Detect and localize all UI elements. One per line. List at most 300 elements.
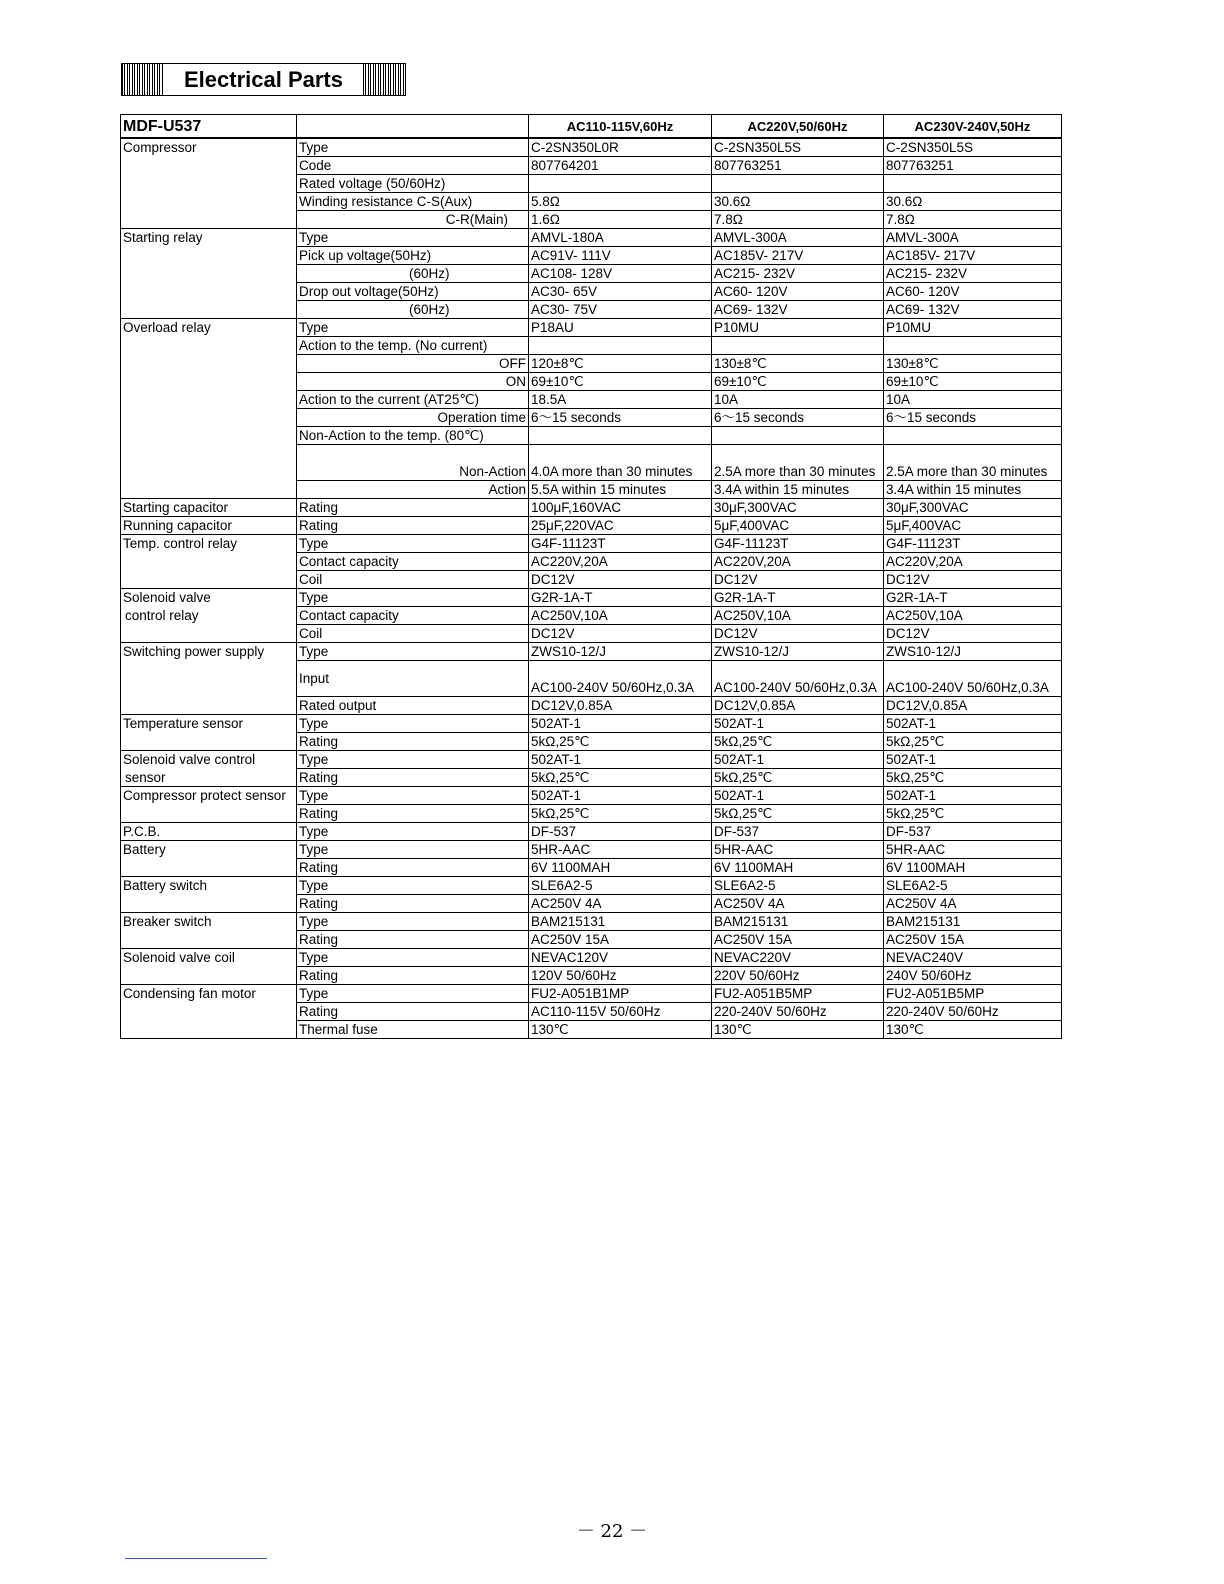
spec-cell: Operation time xyxy=(297,409,529,427)
component-cell: Breaker switch xyxy=(121,913,297,931)
table-row xyxy=(121,517,1062,535)
value-cell: ZWS10-12/J xyxy=(712,643,884,661)
component-cell xyxy=(121,445,297,481)
value-cell: G4F-11123T xyxy=(712,535,884,553)
spec-cell: Non-Action to the temp. (80℃) xyxy=(297,427,529,445)
spec-cell: Rating xyxy=(297,967,529,985)
value-cell: NEVAC120V xyxy=(529,949,712,967)
component-cell xyxy=(121,175,297,193)
value-cell: AC215- 232V xyxy=(884,265,1062,283)
value-cell: 5kΩ,25℃ xyxy=(712,769,884,787)
spec-cell: Type xyxy=(297,913,529,931)
value-cell: AC250V 4A xyxy=(712,895,884,913)
table-row xyxy=(121,535,1062,553)
value-cell: 6V 1100MAH xyxy=(884,859,1062,877)
value-cell: AC100-240V 50/60Hz,0.3A xyxy=(712,661,884,697)
table-row xyxy=(121,715,1062,733)
component-cell: Temperature sensor xyxy=(121,715,297,733)
table-row xyxy=(121,661,1062,697)
value-cell: AC69- 132V xyxy=(712,301,884,319)
value-cell: AC250V 15A xyxy=(884,931,1062,949)
value-cell: 240V 50/60Hz xyxy=(884,967,1062,985)
value-cell: 5μF,400VAC xyxy=(712,517,884,535)
spec-cell: Rating xyxy=(297,931,529,949)
value-cell: AC60- 120V xyxy=(712,283,884,301)
table-row xyxy=(121,337,1062,355)
value-cell: AC250V 4A xyxy=(884,895,1062,913)
table-row xyxy=(121,877,1062,895)
component-cell: Temp. control relay xyxy=(121,535,297,553)
table-row xyxy=(121,625,1062,643)
value-cell: 807764201 xyxy=(529,157,712,175)
component-cell xyxy=(121,859,297,877)
value-cell: 502AT-1 xyxy=(884,715,1062,733)
table-row xyxy=(121,607,1062,625)
value-cell: SLE6A2-5 xyxy=(884,877,1062,895)
spec-cell: (60Hz) xyxy=(297,265,529,283)
table-row xyxy=(121,499,1062,517)
component-cell: Battery switch xyxy=(121,877,297,895)
value-cell: DF-537 xyxy=(529,823,712,841)
value-cell: 69±10℃ xyxy=(712,373,884,391)
table-row xyxy=(121,247,1062,265)
table-header-row xyxy=(121,115,1062,139)
value-cell: 120±8℃ xyxy=(529,355,712,373)
value-cell: AMVL-300A xyxy=(712,229,884,247)
value-cell: 5kΩ,25℃ xyxy=(884,805,1062,823)
value-cell: 30.6Ω xyxy=(884,193,1062,211)
value-cell: 807763251 xyxy=(712,157,884,175)
spec-cell: Rating xyxy=(297,805,529,823)
value-cell: BAM215131 xyxy=(712,913,884,931)
component-cell xyxy=(121,1003,297,1021)
component-cell: Starting relay xyxy=(121,229,297,247)
value-cell: AC250V 4A xyxy=(529,895,712,913)
table-row xyxy=(121,391,1062,409)
header-blank-cell xyxy=(297,115,529,139)
table-row xyxy=(121,913,1062,931)
spec-cell: Type xyxy=(297,787,529,805)
value-cell: 69±10℃ xyxy=(884,373,1062,391)
table-row xyxy=(121,319,1062,337)
table-row xyxy=(121,1021,1062,1039)
component-cell xyxy=(121,337,297,355)
spec-cell: Non-Action xyxy=(297,445,529,481)
table-row xyxy=(121,373,1062,391)
value-cell: P10MU xyxy=(884,319,1062,337)
value-cell: BAM215131 xyxy=(529,913,712,931)
component-cell xyxy=(121,895,297,913)
spec-cell: Type xyxy=(297,319,529,337)
value-cell: 10A xyxy=(712,391,884,409)
value-cell: 807763251 xyxy=(884,157,1062,175)
component-cell: Battery xyxy=(121,841,297,859)
value-cell: AC185V- 217V xyxy=(884,247,1062,265)
value-cell: FU2-A051B5MP xyxy=(712,985,884,1003)
value-cell: AC220V,20A xyxy=(884,553,1062,571)
value-cell: 220-240V 50/60Hz xyxy=(884,1003,1062,1021)
spec-cell: ON xyxy=(297,373,529,391)
value-cell: DC12V xyxy=(884,571,1062,589)
value-cell: 5μF,400VAC xyxy=(884,517,1062,535)
value-cell: 5kΩ,25℃ xyxy=(712,805,884,823)
spec-cell: Rating xyxy=(297,895,529,913)
value-cell: SLE6A2-5 xyxy=(712,877,884,895)
table-row xyxy=(121,355,1062,373)
component-cell xyxy=(121,805,297,823)
value-cell: 502AT-1 xyxy=(712,715,884,733)
value-cell: G2R-1A-T xyxy=(529,589,712,607)
spec-cell: Coil xyxy=(297,571,529,589)
value-cell: 5kΩ,25℃ xyxy=(529,733,712,751)
value-cell: AC60- 120V xyxy=(884,283,1062,301)
value-cell: AC250V 15A xyxy=(712,931,884,949)
table-row xyxy=(121,931,1062,949)
component-cell xyxy=(121,193,297,211)
table-row xyxy=(121,409,1062,427)
value-cell: AC30- 75V xyxy=(529,301,712,319)
value-cell: 5HR-AAC xyxy=(884,841,1062,859)
value-cell: 130±8℃ xyxy=(884,355,1062,373)
component-cell xyxy=(121,1021,297,1039)
spec-cell: Drop out voltage(50Hz) xyxy=(297,283,529,301)
component-cell: Switching power supply xyxy=(121,643,297,661)
value-cell: AC250V,10A xyxy=(884,607,1062,625)
column-header-ac230: AC230V-240V,50Hz xyxy=(884,115,1062,139)
component-cell xyxy=(121,391,297,409)
spec-cell: Type xyxy=(297,841,529,859)
value-cell: DC12V,0.85A xyxy=(884,697,1062,715)
spec-cell: Action to the temp. (No current) xyxy=(297,337,529,355)
value-cell: 5.5A within 15 minutes xyxy=(529,481,712,499)
component-cell: Solenoid valve coil xyxy=(121,949,297,967)
spec-cell: (60Hz) xyxy=(297,301,529,319)
spec-cell: C-R(Main) xyxy=(297,211,529,229)
value-cell: P18AU xyxy=(529,319,712,337)
value-cell: DC12V xyxy=(884,625,1062,643)
value-cell: 130±8℃ xyxy=(712,355,884,373)
spec-cell: Type xyxy=(297,751,529,769)
value-cell: AC91V- 111V xyxy=(529,247,712,265)
spec-cell: Type xyxy=(297,229,529,247)
spec-cell: Rating xyxy=(297,733,529,751)
component-cell: Solenoid valve xyxy=(121,589,297,607)
value-cell: 502AT-1 xyxy=(884,751,1062,769)
value-cell: AC250V,10A xyxy=(712,607,884,625)
table-row xyxy=(121,949,1062,967)
value-cell: ZWS10-12/J xyxy=(884,643,1062,661)
component-cell xyxy=(121,553,297,571)
component-cell xyxy=(121,409,297,427)
table-row xyxy=(121,445,1062,481)
component-cell xyxy=(121,157,297,175)
value-cell: 18.5A xyxy=(529,391,712,409)
component-cell xyxy=(121,697,297,715)
value-cell: AC250V,10A xyxy=(529,607,712,625)
component-cell: Overload relay xyxy=(121,319,297,337)
table-row xyxy=(121,553,1062,571)
table-row xyxy=(121,697,1062,715)
table-row xyxy=(121,211,1062,229)
value-cell: 100μF,160VAC xyxy=(529,499,712,517)
component-cell: Solenoid valve control xyxy=(121,751,297,769)
value-cell: 502AT-1 xyxy=(529,787,712,805)
component-cell: sensor xyxy=(121,769,297,787)
value-cell: 1.6Ω xyxy=(529,211,712,229)
component-cell xyxy=(121,373,297,391)
value-cell: DC12V xyxy=(712,625,884,643)
footer-rule xyxy=(125,1558,267,1559)
value-cell: 7.8Ω xyxy=(712,211,884,229)
value-cell: 6V 1100MAH xyxy=(712,859,884,877)
value-cell: 502AT-1 xyxy=(529,715,712,733)
table-row xyxy=(121,589,1062,607)
value-cell: 7.8Ω xyxy=(884,211,1062,229)
value-cell: 5kΩ,25℃ xyxy=(529,805,712,823)
table-row xyxy=(121,805,1062,823)
value-cell: 5kΩ,25℃ xyxy=(884,733,1062,751)
component-cell: Condensing fan motor xyxy=(121,985,297,1003)
value-cell xyxy=(712,337,884,355)
value-cell: BAM215131 xyxy=(884,913,1062,931)
value-cell: 3.4A within 15 minutes xyxy=(712,481,884,499)
table-row xyxy=(121,643,1062,661)
value-cell: 2.5A more than 30 minutes xyxy=(884,445,1062,481)
table-row xyxy=(121,157,1062,175)
spec-cell: Type xyxy=(297,985,529,1003)
value-cell: AC215- 232V xyxy=(712,265,884,283)
component-cell xyxy=(121,661,297,697)
model-name: MDF-U537 xyxy=(121,115,297,139)
spec-cell: Input xyxy=(297,661,529,697)
table-row xyxy=(121,265,1062,283)
value-cell: 5HR-AAC xyxy=(712,841,884,859)
value-cell: 30.6Ω xyxy=(712,193,884,211)
value-cell: AC220V,20A xyxy=(712,553,884,571)
table-row xyxy=(121,985,1062,1003)
value-cell: 5.8Ω xyxy=(529,193,712,211)
barcode-ornament-right xyxy=(363,64,405,95)
component-cell xyxy=(121,427,297,445)
spec-cell: Contact capacity xyxy=(297,553,529,571)
value-cell: AMVL-180A xyxy=(529,229,712,247)
spec-cell: Type xyxy=(297,823,529,841)
table-row xyxy=(121,283,1062,301)
value-cell: DC12V xyxy=(529,625,712,643)
value-cell: 30μF,300VAC xyxy=(712,499,884,517)
value-cell: AC100-240V 50/60Hz,0.3A xyxy=(884,661,1062,697)
component-cell xyxy=(121,571,297,589)
value-cell: 120V 50/60Hz xyxy=(529,967,712,985)
spec-cell: Coil xyxy=(297,625,529,643)
table-row xyxy=(121,841,1062,859)
spec-cell: Winding resistance C-S(Aux) xyxy=(297,193,529,211)
table-row xyxy=(121,193,1062,211)
spec-cell: Type xyxy=(297,589,529,607)
component-cell: Compressor xyxy=(121,138,297,157)
spec-cell: Type xyxy=(297,949,529,967)
spec-cell: Type xyxy=(297,138,529,157)
value-cell: DC12V xyxy=(529,571,712,589)
value-cell: 220-240V 50/60Hz xyxy=(712,1003,884,1021)
value-cell xyxy=(712,175,884,193)
component-cell xyxy=(121,625,297,643)
value-cell: 502AT-1 xyxy=(712,787,884,805)
value-cell: 5kΩ,25℃ xyxy=(884,769,1062,787)
value-cell: AC185V- 217V xyxy=(712,247,884,265)
spec-cell: Contact capacity xyxy=(297,607,529,625)
table-row xyxy=(121,967,1062,985)
table-row xyxy=(121,571,1062,589)
section-heading xyxy=(121,63,406,96)
value-cell: 69±10℃ xyxy=(529,373,712,391)
table-row xyxy=(121,787,1062,805)
value-cell: 6～15 seconds xyxy=(529,409,712,427)
table-row xyxy=(121,859,1062,877)
value-cell: AC108- 128V xyxy=(529,265,712,283)
value-cell: G2R-1A-T xyxy=(884,589,1062,607)
component-cell xyxy=(121,301,297,319)
component-cell xyxy=(121,211,297,229)
table-row xyxy=(121,751,1062,769)
value-cell: 2.5A more than 30 minutes xyxy=(712,445,884,481)
value-cell: 25μF,220VAC xyxy=(529,517,712,535)
component-cell xyxy=(121,733,297,751)
spec-cell: Thermal fuse xyxy=(297,1021,529,1039)
value-cell: AC110-115V 50/60Hz xyxy=(529,1003,712,1021)
spec-cell: Rated voltage (50/60Hz) xyxy=(297,175,529,193)
value-cell: 6～15 seconds xyxy=(712,409,884,427)
table-row xyxy=(121,229,1062,247)
value-cell xyxy=(884,427,1062,445)
value-cell: 4.0A more than 30 minutes xyxy=(529,445,712,481)
value-cell: AC69- 132V xyxy=(884,301,1062,319)
value-cell: DF-537 xyxy=(884,823,1062,841)
spec-cell: Rating xyxy=(297,517,529,535)
value-cell: 3.4A within 15 minutes xyxy=(884,481,1062,499)
component-cell: Starting capacitor xyxy=(121,499,297,517)
electrical-parts-table xyxy=(120,114,1062,1039)
spec-cell: Action xyxy=(297,481,529,499)
value-cell: AC30- 65V xyxy=(529,283,712,301)
component-cell: Compressor protect sensor xyxy=(121,787,297,805)
value-cell: P10MU xyxy=(712,319,884,337)
value-cell: AC250V 15A xyxy=(529,931,712,949)
spec-cell: Rating xyxy=(297,1003,529,1021)
spec-cell: Rating xyxy=(297,859,529,877)
spec-cell: Type xyxy=(297,877,529,895)
table-row xyxy=(121,427,1062,445)
value-cell: 6～15 seconds xyxy=(884,409,1062,427)
barcode-ornament-left xyxy=(122,64,164,95)
component-cell: P.C.B. xyxy=(121,823,297,841)
table-row xyxy=(121,301,1062,319)
spec-cell: Type xyxy=(297,643,529,661)
component-cell xyxy=(121,967,297,985)
value-cell: 30μF,300VAC xyxy=(884,499,1062,517)
value-cell: G4F-11123T xyxy=(884,535,1062,553)
table-row xyxy=(121,823,1062,841)
value-cell: DF-537 xyxy=(712,823,884,841)
table-row xyxy=(121,481,1062,499)
value-cell: AC100-240V 50/60Hz,0.3A xyxy=(529,661,712,697)
table-row xyxy=(121,1003,1062,1021)
column-header-ac110: AC110-115V,60Hz xyxy=(529,115,712,139)
value-cell xyxy=(529,337,712,355)
value-cell: ZWS10-12/J xyxy=(529,643,712,661)
value-cell: 6V 1100MAH xyxy=(529,859,712,877)
table-row xyxy=(121,733,1062,751)
value-cell: DC12V,0.85A xyxy=(712,697,884,715)
component-cell xyxy=(121,247,297,265)
value-cell xyxy=(884,337,1062,355)
component-cell: control relay xyxy=(121,607,297,625)
value-cell: AMVL-300A xyxy=(884,229,1062,247)
component-cell xyxy=(121,283,297,301)
component-cell xyxy=(121,265,297,283)
table-row xyxy=(121,769,1062,787)
value-cell: 130℃ xyxy=(884,1021,1062,1039)
spec-cell: Type xyxy=(297,535,529,553)
component-cell: Running capacitor xyxy=(121,517,297,535)
value-cell: 130℃ xyxy=(712,1021,884,1039)
value-cell: 130℃ xyxy=(529,1021,712,1039)
column-header-ac220: AC220V,50/60Hz xyxy=(712,115,884,139)
section-title: Electrical Parts xyxy=(184,67,343,92)
value-cell: C-2SN350L0R xyxy=(529,138,712,157)
table-row xyxy=(121,895,1062,913)
value-cell: G2R-1A-T xyxy=(712,589,884,607)
value-cell xyxy=(529,175,712,193)
component-cell xyxy=(121,355,297,373)
value-cell: NEVAC240V xyxy=(884,949,1062,967)
value-cell: 502AT-1 xyxy=(712,751,884,769)
value-cell: 10A xyxy=(884,391,1062,409)
value-cell xyxy=(712,427,884,445)
value-cell: AC220V,20A xyxy=(529,553,712,571)
value-cell: C-2SN350L5S xyxy=(712,138,884,157)
spec-cell: Rated output xyxy=(297,697,529,715)
value-cell: 5kΩ,25℃ xyxy=(712,733,884,751)
table-row xyxy=(121,175,1062,193)
spec-cell: Code xyxy=(297,157,529,175)
spec-cell: Rating xyxy=(297,769,529,787)
component-cell xyxy=(121,481,297,499)
page-number: － 22 － xyxy=(576,1521,648,1542)
spec-cell: Action to the current (AT25℃) xyxy=(297,391,529,409)
value-cell: DC12V,0.85A xyxy=(529,697,712,715)
value-cell: 220V 50/60Hz xyxy=(712,967,884,985)
spec-cell: OFF xyxy=(297,355,529,373)
value-cell: C-2SN350L5S xyxy=(884,138,1062,157)
value-cell: FU2-A051B1MP xyxy=(529,985,712,1003)
value-cell: FU2-A051B5MP xyxy=(884,985,1062,1003)
spec-cell: Type xyxy=(297,715,529,733)
value-cell: NEVAC220V xyxy=(712,949,884,967)
component-cell xyxy=(121,931,297,949)
spec-cell: Rating xyxy=(297,499,529,517)
value-cell: 502AT-1 xyxy=(529,751,712,769)
value-cell: 5HR-AAC xyxy=(529,841,712,859)
value-cell: 502AT-1 xyxy=(884,787,1062,805)
value-cell: SLE6A2-5 xyxy=(529,877,712,895)
value-cell: DC12V xyxy=(712,571,884,589)
table-row xyxy=(121,138,1062,157)
spec-cell: Pick up voltage(50Hz) xyxy=(297,247,529,265)
value-cell xyxy=(529,427,712,445)
value-cell xyxy=(884,175,1062,193)
value-cell: G4F-11123T xyxy=(529,535,712,553)
